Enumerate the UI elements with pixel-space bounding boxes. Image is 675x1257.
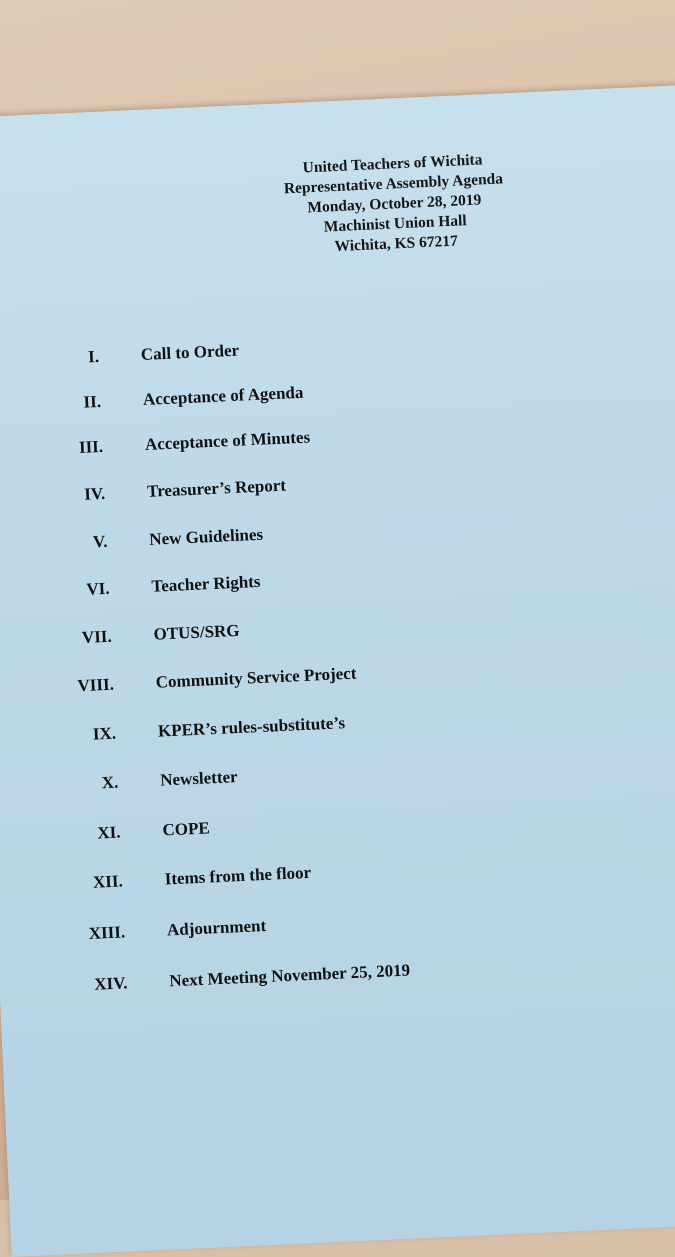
meeting-city: Wichita, KS 67217 — [246, 228, 547, 262]
agenda-item-number: I. — [9, 347, 100, 371]
agenda-item-number: IX. — [26, 724, 117, 748]
meeting-date: Monday, October 28, 2019 — [244, 188, 545, 222]
agenda-item-label: KPER’s rules-substitute’s — [158, 713, 346, 741]
agenda-item-label: Acceptance of Agenda — [143, 383, 304, 410]
org-name: United Teachers of Wichita — [242, 148, 543, 182]
agenda-item-label: COPE — [162, 818, 210, 840]
agenda-item-number: VIII. — [24, 675, 115, 699]
agenda-item-label: Items from the floor — [164, 863, 311, 890]
agenda-item-number: XIV. — [37, 973, 128, 997]
agenda-item-label: OTUS/SRG — [153, 621, 240, 645]
agenda-item-label: Newsletter — [160, 767, 238, 790]
agenda-item-label: Community Service Project — [155, 664, 356, 693]
agenda-header — [242, 148, 546, 262]
agenda-item-number: XII. — [32, 871, 123, 895]
meeting-venue: Machinist Union Hall — [245, 208, 546, 242]
document-title: Representative Assembly Agenda — [243, 168, 544, 202]
agenda-item-label: Call to Order — [140, 341, 239, 365]
agenda-item-label: Teacher Rights — [151, 572, 261, 597]
agenda-item-label: Treasurer’s Report — [147, 476, 287, 502]
agenda-item-number: III. — [13, 437, 104, 461]
agenda-item-number: X. — [28, 773, 119, 797]
agenda-item-label: Next Meeting November 25, 2019 — [169, 960, 411, 991]
agenda-item-number: XIII. — [35, 922, 126, 946]
agenda-item-number: VI. — [19, 579, 110, 603]
agenda-item-number: XI. — [30, 822, 121, 846]
agenda-item-label: Adjournment — [167, 916, 267, 940]
agenda-item-number: IV. — [15, 484, 106, 508]
agenda-item-number: VII. — [21, 627, 112, 651]
agenda-item-number: V. — [17, 532, 108, 556]
agenda-item-label: New Guidelines — [149, 525, 264, 550]
agenda-item-label: Acceptance of Minutes — [145, 427, 311, 454]
agenda-sheet — [0, 84, 675, 1257]
agenda-item-number: II. — [11, 392, 102, 416]
